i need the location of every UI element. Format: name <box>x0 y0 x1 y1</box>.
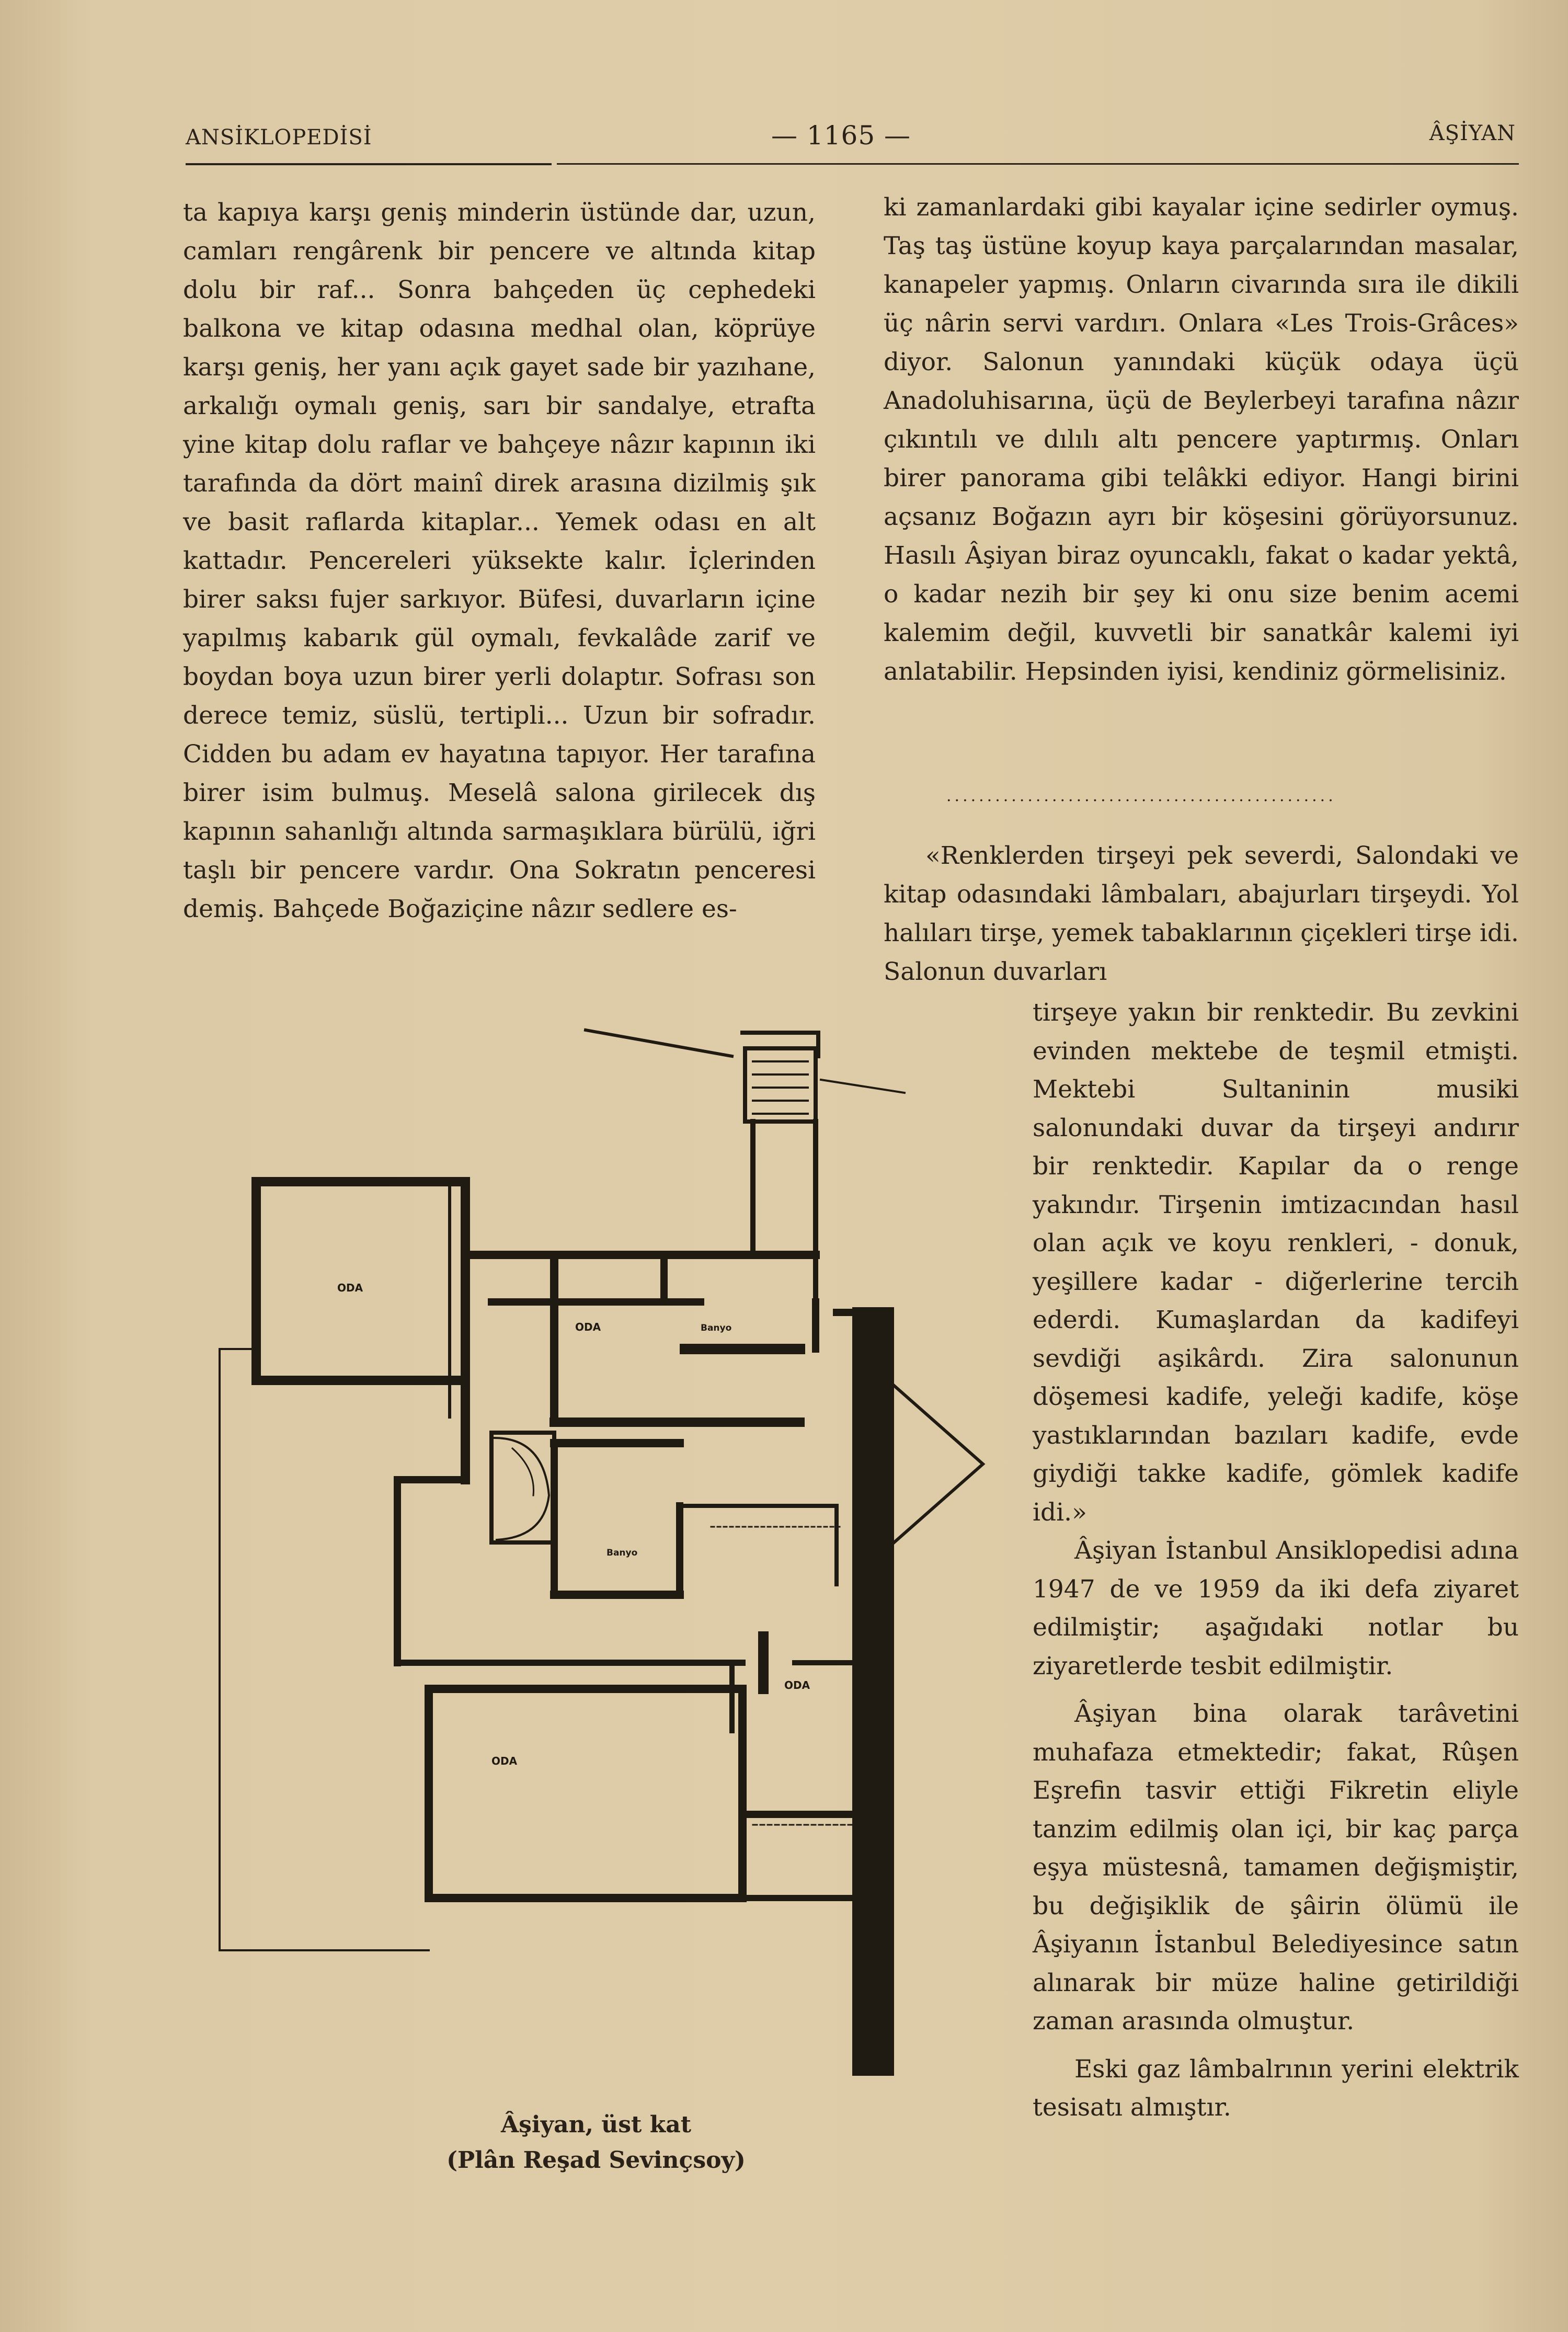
header-rule-right <box>557 163 1519 165</box>
plan-room-oda-bottom <box>429 1689 742 1898</box>
page-number: — 1165 — <box>771 120 911 151</box>
header-rule-left <box>186 163 552 165</box>
plan-label-banyo-top: Banyo <box>701 1323 732 1333</box>
right-paragraph-2: «Renklerden tirşeyi pek severdi, Salondaki ve kitap odasındaki lâmbaları, abajurları tirşeydi. Yol halıları tirşe, yemek tabaklarının çiçekleri tirşe idi. Salonun duvarları <box>884 841 1519 986</box>
right-paragraph-3: tirşeye yakın bir renktedir. Bu zevkini evinden mektebe de teşmil etmişti. Mektebi Sultaninin musiki salonundaki duvar da tirşeyi andırır bir renktedir. Kapılar da o renge yakındır. Tirşenin imtizacından hasıl olan açık ve koyu renkleri, - donuk, yeşillere kadar - diğerlerine tercih ederdi. Kumaşlardan da kadifeyi sevdiği aşikârdı. Zira salonunun döşemesi kadife, yeleği kadife, köşe yastıklarından bazıları kadife, evde giydiği takke kadife, gömlek kadife idi.» <box>1033 998 1519 1527</box>
floor-plan <box>157 1009 1046 2097</box>
right-paragraph-1: ki zamanlardaki gibi kayalar içine sedirler oymuş. Taş taş üstüne koyup kaya parçalarından masalar, kanapeler yapmış. Onların civarında sıra ile dikili üç nârin servi vardırı. Onlara «Les Trois-Grâces» diyor. Salonun yanındaki küçük odaya üçü Anadoluhisarına, üçü de Beylerbeyi tarafına nâzır çıkıntılı ve dılılı altı pencere yaptırmış. Onları birer panorama gibi telâkki ediyor. Hangi birini açsanız Boğazın ayrı bir köşesini görüyorsunuz. Hasılı Âşiyan biraz oyuncaklı, fakat o kadar yektâ, o kadar nezih bir şey ki onu size benim acemi kalemim değil, kuvvetli bir sanatkâr kalemi iyi anlatabilir. Hepsinden iyisi, kendiniz görmelisiniz. <box>884 193 1519 686</box>
plan-label-oda-top-left: ODA <box>337 1282 363 1294</box>
right-paragraph-5: Âşiyan bina olarak tarâvetini muhafaza etmektedir; fakat, Rûşen Eşrefin tasvir ettiği Fikretin eliyle tanzim edilmiş olan içi, bir kaç parça eşya müstesnâ, tamamen değişmiştir, bu değişiklik de şâirin ölümü ile Âşiyanın İstanbul Belediyesince satın alınarak bir müze haline getirildiği zaman arasında olmuştur. <box>1033 1699 1519 2036</box>
plan-room-oda-top-left <box>256 1182 465 1380</box>
plan-entrance-steps <box>742 1033 818 1056</box>
figure-caption <box>413 2107 779 2178</box>
right-paragraph-6: Eski gaz lâmbalrının yerini elektrik tesisatı almıştır. <box>1033 2054 1519 2122</box>
right-column-quote-start <box>884 837 1519 991</box>
plan-spiral-stair <box>491 1433 554 1542</box>
header-title-right: ÂŞİYAN <box>1429 121 1516 145</box>
plan-stair-top <box>745 1048 816 1122</box>
section-separator-dots: ................................................ <box>946 787 1336 805</box>
page-header <box>186 110 1516 152</box>
plan-terrace-wall <box>852 1307 894 2076</box>
plan-balcony <box>894 1386 983 1542</box>
header-title-left: ANSİKLOPEDİSİ <box>186 125 372 150</box>
plan-label-oda-right: ODA <box>784 1679 810 1691</box>
plan-label-oda-small: ODA <box>575 1321 601 1333</box>
plan-line-approach <box>586 1030 732 1056</box>
plan-label-banyo-mid: Banyo <box>606 1548 638 1558</box>
left-column <box>183 193 816 929</box>
right-column-top <box>884 188 1519 691</box>
left-column-text: ta kapıya karşı geniş minderin üstünde dar, uzun, camları rengârenk bir pencere ve altında kitap dolu bir raf... Sonra bahçeden üç cephedeki balkona ve kitap odasına medhal olan, köprüye karşı geniş, her yanı açık gayet sade bir yazıhane, arkalığı oymalı geniş, sarı bir sandalye, etrafta yine kitap dolu raflar ve bahçeye nâzır kapının iki tarafında da dört mainî direk arasına dizilmiş şık ve basit raflarda kitaplar... Yemek odası en alt kattadır. Pencereleri yüksekte kalır. İçlerinden birer saksı fujer sarkıyor. Büfesi, duvarların içine yapılmış kabarık gül oymalı, fevkalâde zarif ve boydan boya uzun birer yerli dolaptır. Sofrası son derece temiz, süslü, tertipli... Uzun bir sofradır. Cidden bu adam ev hayatına tapıyor. Her tarafına birer isim bulmuş. Meselâ salona girilecek dış kapının sahanlığı altında sarmaşıklara bürülü, iğri taşlı bir pencere vardır. Ona Sokratın penceresi demiş. Bahçede Boğaziçine nâzır sedlere es- <box>183 198 816 923</box>
plan-label-oda-bottom: ODA <box>491 1755 518 1767</box>
right-column-wrapped <box>1033 993 1519 2127</box>
caption-title: Âşiyan, üst kat <box>500 2111 692 2138</box>
right-paragraph-4: Âşiyan İstanbul Ansiklopedisi adına 1947 de ve 1959 da iki defa ziyaret edilmiştir; aşağıdaki notlar bu ziyaretlerde tesbit edilmiştir. <box>1033 1536 1519 1681</box>
caption-credit: (Plân Reşad Sevinçsoy) <box>447 2147 746 2174</box>
